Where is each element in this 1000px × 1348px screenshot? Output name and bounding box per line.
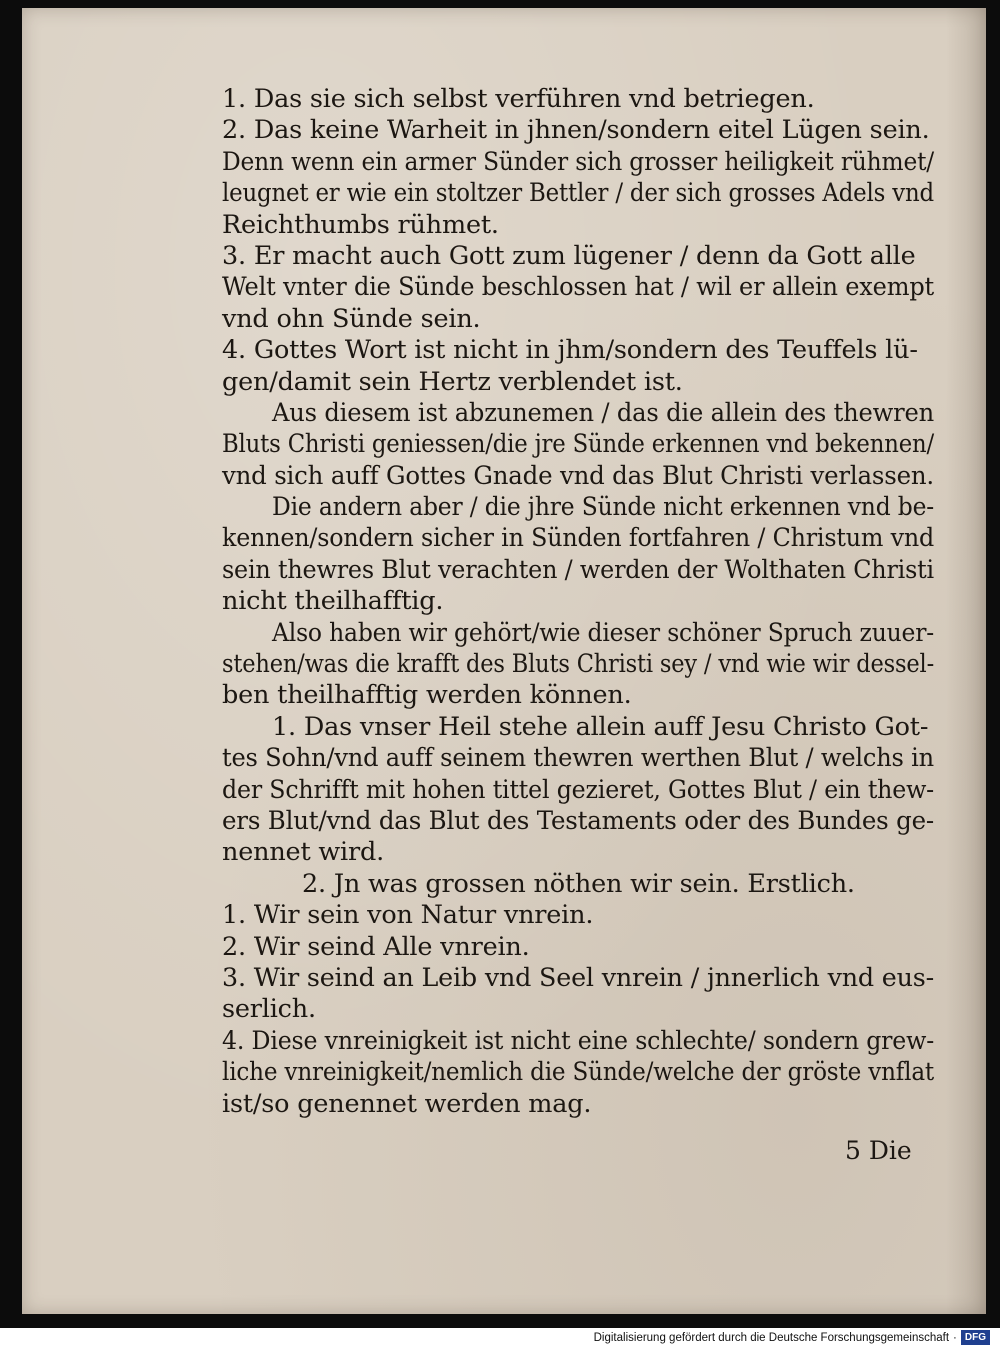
footer-credit (594, 1330, 990, 1345)
text-line: Welt vnter die Sünde beschlossen hat / wil er allein exempt (222, 272, 934, 303)
page-edge-shadow (946, 8, 986, 1314)
catchword: 5 Die (845, 1136, 912, 1165)
funding-credit-text: Digitalisierung gefördert durch die Deutsche Forschungsgemeinschaft (593, 1331, 950, 1344)
text-line: 2. Wir seind Alle vnrein. (222, 931, 530, 962)
text-line: ben theilhafftig werden können. (222, 680, 632, 711)
text-line: vnd ohn Sünde sein. (222, 303, 481, 334)
text-line: ist/so genennet werden mag. (222, 1088, 592, 1119)
separator-dot: · (953, 1331, 957, 1344)
text-line: ers Blut/vnd das Blut des Testaments oder des Bundes ge- (222, 805, 934, 836)
text-line: 3. Wir seind an Leib vnd Seel vnrein / jnnerlich vnd eus- (222, 962, 934, 993)
text-line: 1. Das vnser Heil stehe allein auff Jesu Christo Got- (272, 711, 929, 742)
text-line: sein thewres Blut verachten / werden der Wolthaten Christi (222, 554, 934, 585)
text-line: kennen/sondern sicher in Sünden fortfahren / Christum vnd (222, 523, 934, 554)
text-line: 1. Wir sein von Natur vnrein. (222, 900, 594, 931)
text-line: nennet wird. (222, 837, 385, 868)
text-line: stehen/was die krafft des Bluts Christi sey / vnd wie wir dessel- (222, 649, 934, 680)
text-line: der Schrifft mit hohen tittel gezieret, Gottes Blut / ein thew- (222, 774, 934, 805)
text-line: Aus diesem ist abzunemen / das die allein des thewren (272, 397, 934, 428)
text-line: 4. Diese vnreinigkeit ist nicht eine schlechte/ sondern grew- (222, 1025, 934, 1056)
text-line: Die andern aber / die jhre Sünde nicht erkennen vnd be- (272, 492, 934, 523)
text-line: nicht theilhafftig. (222, 586, 444, 617)
text-line: Bluts Christi geniessen/die jre Sünde erkennen vnd bekennen/ (222, 429, 934, 460)
text-line: tes Sohn/vnd auff seinem thewren werthen Blut / welchs in (222, 743, 934, 774)
dfg-logo-icon[interactable]: DFG (961, 1330, 990, 1345)
text-line: Denn wenn ein armer Sünder sich grosser heiligkeit rühmet/ (222, 146, 934, 177)
text-line: serlich. (222, 994, 316, 1025)
text-line: 1. Das sie sich selbst verführen vnd betriegen. (222, 84, 815, 114)
text-line: Reichthumbs rühmet. (222, 209, 499, 240)
text-line: liche vnreinigkeit/nemlich die Sünde/welche der gröste vnflat (222, 1057, 934, 1088)
text-line: 2. Jn was grossen nöthen wir sein. Erstlich. (302, 868, 855, 899)
text-line: 3. Er macht auch Gott zum lügener / denn da Gott alle (222, 240, 916, 271)
text-line: 4. Gottes Wort ist nicht in jhm/sondern des Teuffels lü- (222, 335, 918, 366)
text-line: Also haben wir gehört/wie dieser schöner Spruch zuuer- (272, 617, 934, 648)
text-line: 2. Das keine Warheit in jhnen/sondern eitel Lügen sein. (222, 115, 930, 146)
text-line: gen/damit sein Hertz verblendet ist. (222, 366, 683, 397)
page-text-block (222, 84, 934, 1120)
text-line: leugnet er wie ein stoltzer Bettler / der sich grosses Adels vnd (222, 178, 934, 209)
text-line: vnd sich auff Gottes Gnade vnd das Blut Christi verlassen. (222, 460, 934, 491)
